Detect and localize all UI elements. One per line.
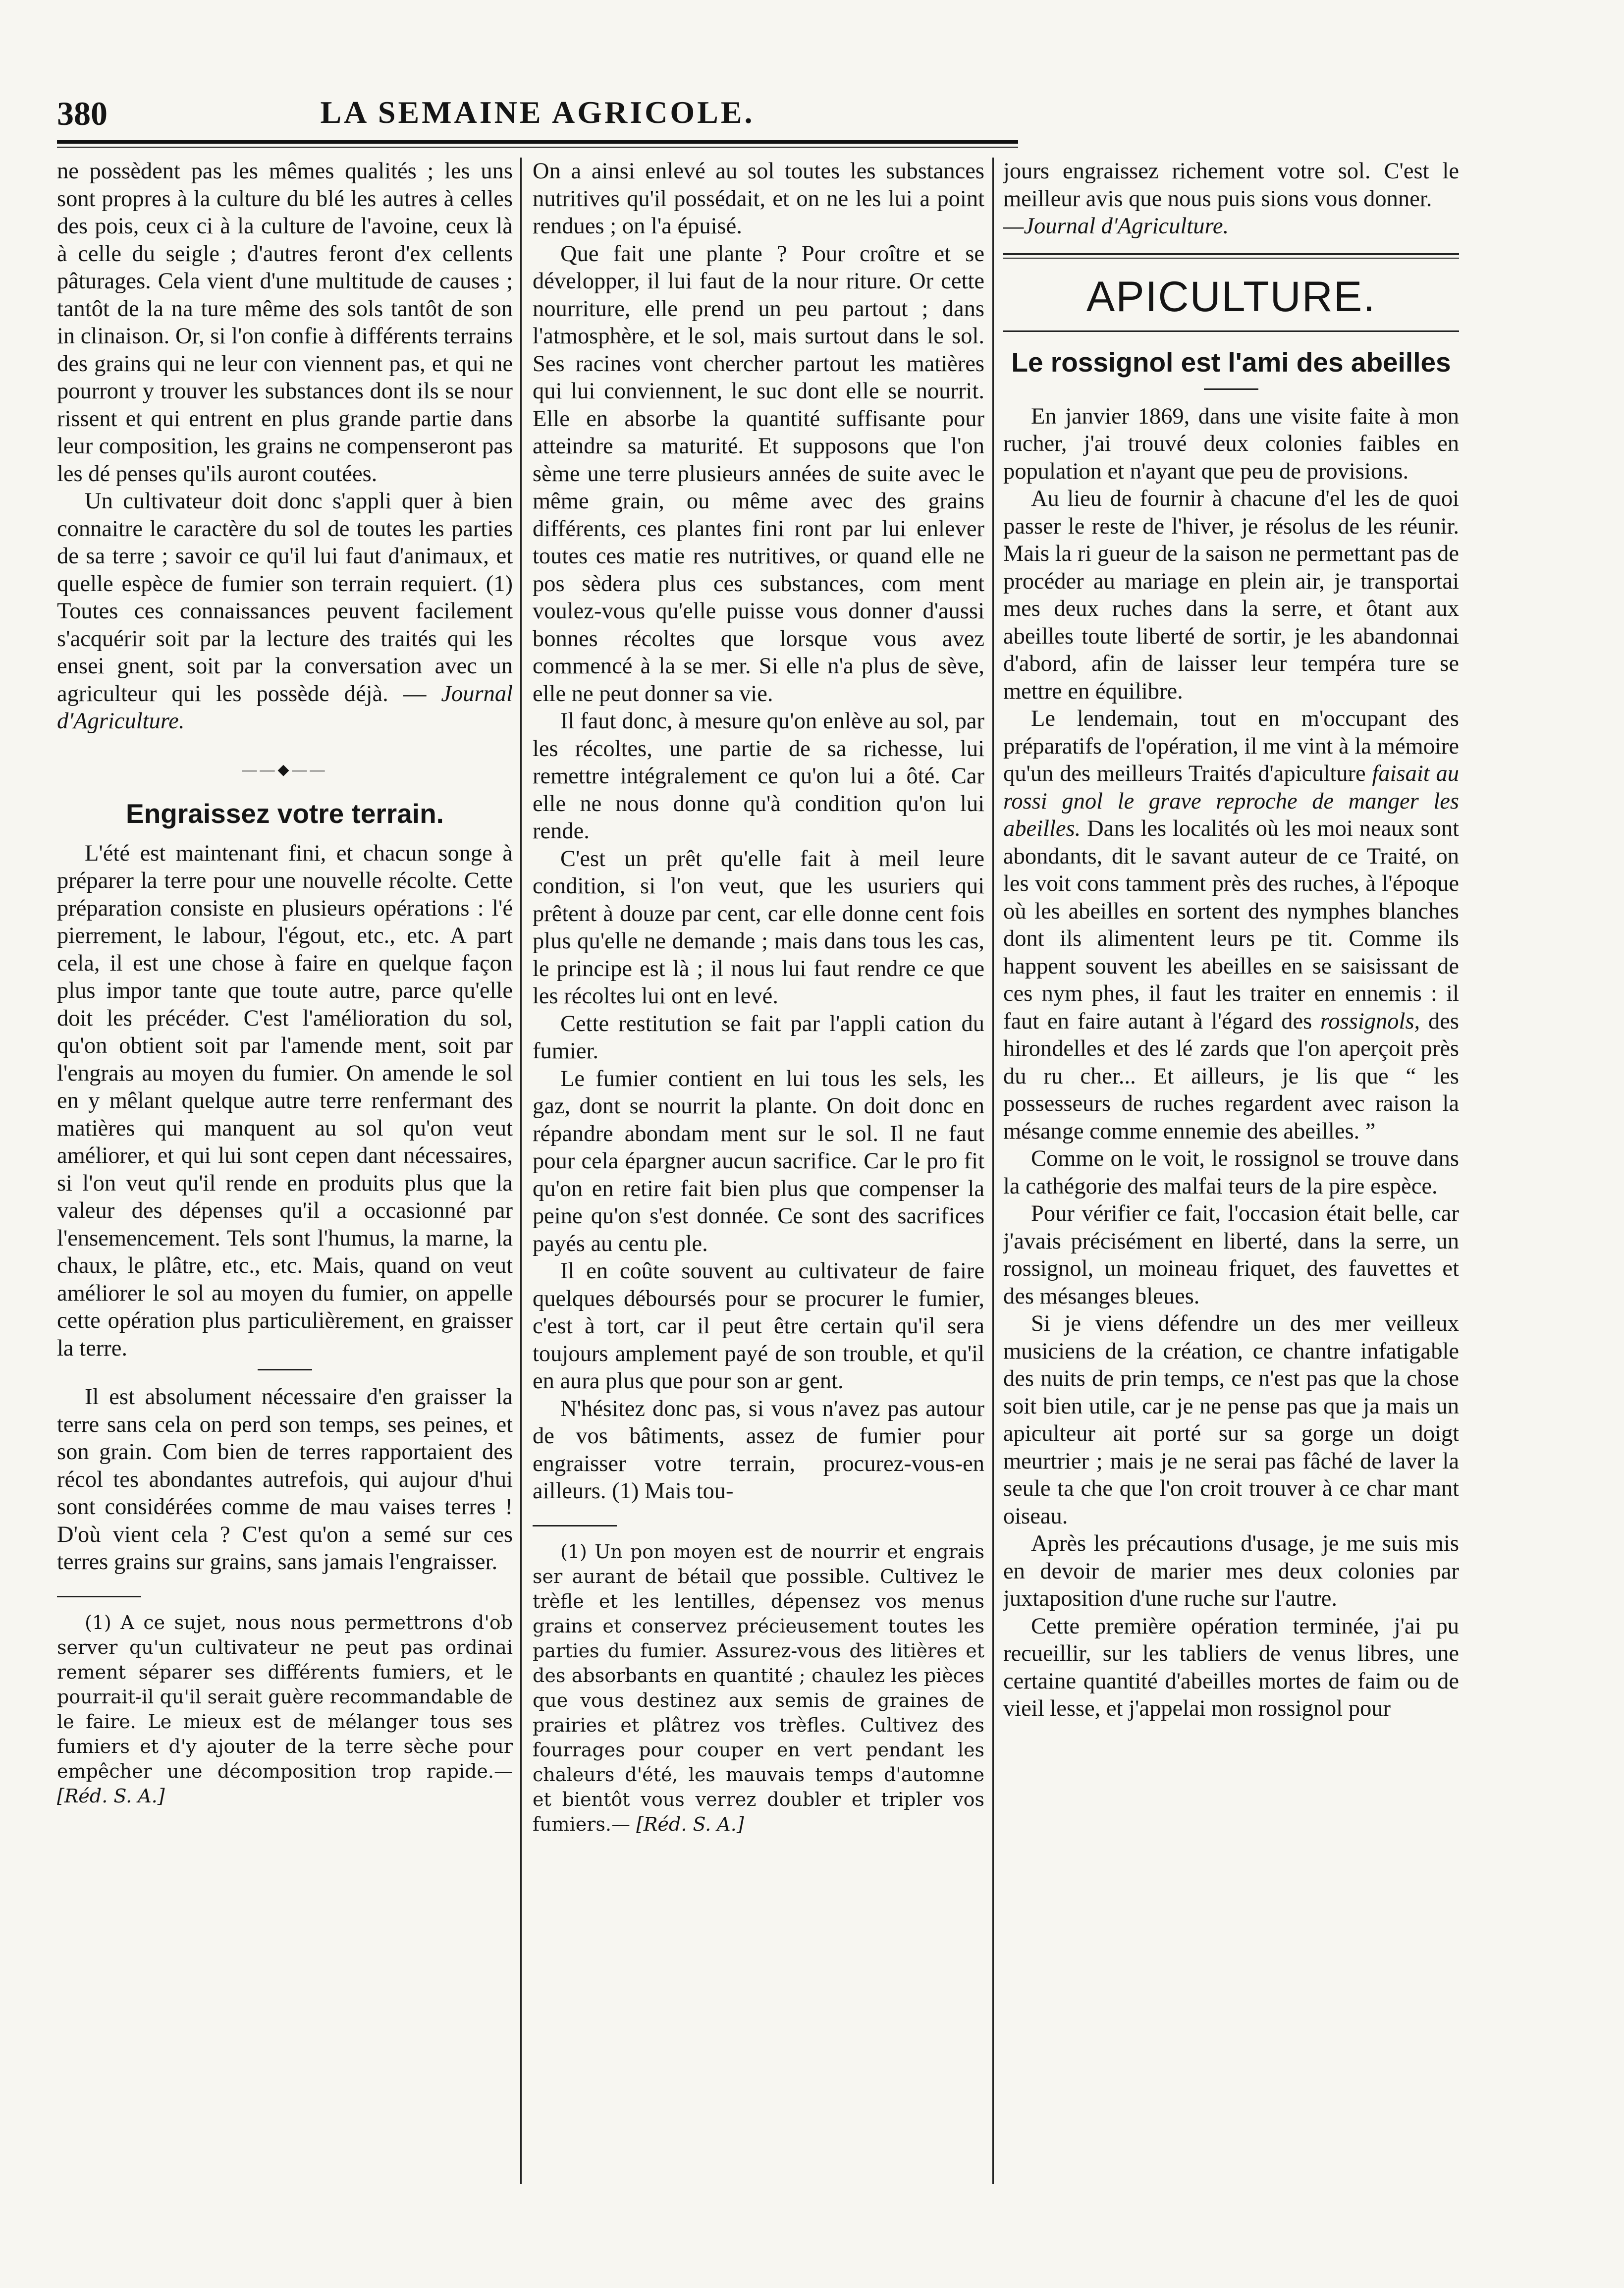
byline: Journal d'Agriculture. [57,681,513,734]
short-divider [1204,388,1258,390]
column-1 [57,158,513,2159]
quoted-text: rossignols, [1320,1008,1420,1034]
paragraph-text: Un cultivateur doit donc s'appli quer à bien connaitre le caractère du sol de toutes les parties de sa terre ; savoir ce qu'il lui faut d'animaux, et quelle espèce de fumier son terrain requiert. (1) Toutes ces connaissances peuvent facilement s'acquérir soit par la lecture des traités qui les ensei gnent, soit par la conversation avec un agriculteur qui les possède déjà. — [57,489,513,707]
paragraph: Si je viens défendre un des mer veilleux musiciens de la création, ce chantre infatigable des nuits de prin temps, ce n'est pas que la chose soit bien utile, car je ne pense pas que ja mais un apiculteur ait porté sur sa gorge un doigt meurtrier ; mais je ne serai pas fâché de laver la seule ta che que l'on croit trouver à ce char mant oiseau. [1003,1311,1459,1529]
paragraph: Pour vérifier ce fait, l'occasion était belle, car j'avais précisément en liberté, dans la serre, un rossignol, un moineau friquet, des fauvettes et des mésanges bleues. [1003,1201,1459,1309]
paragraph: En janvier 1869, dans une visite faite à mon rucher, j'ai trouvé deux colonies faibles en population et n'ayant que peu de provisions. [1003,403,1459,484]
paragraph-text: Dans les localités où les moi neaux sont abondants, dit le savant auteur de ce Traité, on les voit cons tamment près des ruches, à l'époque où les abeilles en sortent des nymphes blanches dont ils alimentent leurs pe tit. Comme ils happent souvent les abeilles en se saisissant de ces nym phes, il faut les traiter en ennemis : il faut en faire autant à l'égard des [1003,816,1459,1034]
running-head [57,94,1018,137]
paragraph: L'été est maintenant fini, et chacun songe à préparer la terre pour une nouvelle récolte. Cette préparation consiste en plusieurs opérations : l'é pierrement, le labour, l'égout, etc., etc. A part cela, il est une chose à faire en quelque façon plus impor tante que toute autre, parce qu'elle doit les précéder. C'est l'amélioration du sol, qu'on obtient soit par l'amende ment, soit par l'engrais au moyen du fumier. On amende le sol en y mêlant quelque autre terre renfermant des matières qui manquent au sol qu'on veut améliorer, et qui lui sont cepen dant nécessaires, si l'on veut qu'il rende en produits plus que la valeur des dépenses qu'il a occasionné par l'ensemencement. Tels sont l'humus, la marne, la chaux, le plâtre, etc., etc. Mais, quand on veut améliorer le sol au moyen du fumier, on appelle cette opération plus particulièrement, en graisser la terre. [57,840,513,1361]
article-heading: Engraissez votre terrain. [126,798,444,829]
footnote-signature: [Réd. S. A.] [57,1785,165,1807]
column-divider [992,158,994,2184]
paragraph: Il est absolument nécessaire d'en graisser la terre sans cela on perd son temps, ses peines, et son grain. Com bien de terres rapportaient des récol tes abondantes autrefois, qui aujour d'hui sont considérées comme de mau vaises terres ! D'où vient cela ? C'est qu'on a semé sur ces terres grains sur grains, sans jamais l'engraisser. [57,1384,513,1575]
header-rule [57,140,1018,148]
footnote-rule [57,1596,141,1597]
paragraph: Cette restitution se fait par l'appli cation du fumier. [533,1011,984,1064]
paragraph: Il en coûte souvent au cultivateur de faire quelques déboursés pour se procurer le fumier, c'est à tort, car il peut être certain qu'il sera toujours amplement payé de son trouble, et qu'il en aura plus que pour son ar gent. [533,1258,984,1394]
paragraph-text: des hirondelles et des lé zards que l'on aperçoit près du ru cher... Et ailleurs, je lis que “ les possesseurs de ruches regardent avec raison la mésange comme ennemie des abeilles. ” [1003,1008,1459,1144]
paragraph: Après les précautions d'usage, je me suis mis en devoir de marier mes deux colonies par juxtaposition d'une ruche sur l'autre. [1003,1531,1459,1611]
footnote-text: (1) Un pon moyen est de nourrir et engrais ser aurant de bétail que possible. Cultivez le trèfle et les lentilles, dépensez vos menus grains et conservez précieusement toutes les parties du fumier. Assurez-vous des litières et des absorbants en quantité ; chaulez les pièces que vous destinez aux semis de graines de prairies et plâtrez vos trèfles. Cultivez des fourrages pour couper en vert pendant les chaleurs d'été, les mauvais temps d'automne et bientôt vous verrez doubler et tripler vos fumiers.— [533,1540,984,1835]
section-title: APICULTURE. [1086,272,1376,321]
paragraph: N'hésitez donc pas, si vous n'avez pas autour de vos bâtiments, assez de fumier pour engraisser votre terrain, procurez-vous-en ailleurs. (1) Mais tou- [533,1396,984,1504]
paragraph: ne possèdent pas les mêmes qualités ; les uns sont propres à la culture du blé les autres à celles des pois, ceux ci à la culture de l'avoine, ceux là à celle du seigle ; d'autres feront d'ex cellents pâturages. Cela vient d'une multitude de causes ; tantôt de la na ture même des sols tantôt de son in clinaison. Or, si l'on confie à différents terrains des grains qui ne leur con viennent pas, et qui ne pourront y trouver les substances dont ils se nour rissent et qui entrent en plus grande partie dans leur composition, les grains ne compenseront pas les dé penses qu'ils auront coutées. [57,159,513,487]
paragraph: jours engraissez richement votre sol. C'est le meilleur avis que nous puis sions vous donner. [1003,159,1459,212]
column-divider [520,158,522,2184]
paragraph: C'est un prêt qu'elle fait à meil leure condition, si l'on veut, que les usuriers qui prêtent à douze par cent, car elle donne cent fois plus qu'elle ne demande ; mais dans tous les cas, le principe est là ; il nous lui faut rendre ce que les récoltes lui ont en levé. [533,846,984,1009]
column-3 [1003,158,1459,2159]
footnote [533,1539,984,1837]
quoted-text: faisait au rossi gnol le grave reproche de manger les abeilles. [1003,761,1459,841]
paragraph: Comme on le voit, le rossignol se trouve dans la cathégorie des malfai teurs de la pire espèce. [1003,1146,1459,1199]
paragraph-text: Le lendemain, tout en m'occupant des préparatifs de l'opération, il me vint à la mémoire qu'un des meilleurs Traités d'apiculture [1003,706,1459,786]
ornament-divider: ——◆—— [242,761,328,778]
paragraph: Au lieu de fournir à chacune d'el les de quoi passer le reste de l'hiver, je résolus de les réunir. Mais la ri gueur de la saison ne permettant pas de procéder au mariage en plein air, je transportai mes deux ruches dans la serre, et ôtant aux abeilles toute liberté de sortir, je les abandonnai d'abord, afin de laisser leur tempéra ture se mettre en équilibre. [1003,486,1459,704]
footnote-rule [533,1525,617,1526]
paragraph: On a ainsi enlevé au sol toutes les substances nutritives qu'il possédait, et on ne les lui a point rendues ; on l'a épuisé. [533,159,984,239]
paragraph [57,488,513,735]
page-number: 380 [57,95,108,132]
paragraph: Cette première opération terminée, j'ai pu recueillir, sur les tabliers de venus libres, une certaine quantité d'abeilles mortes de faim ou de vieil lesse, et j'appelai mon rossignol pour [1003,1613,1459,1721]
journal-title: LA SEMAINE AGRICOLE. [320,95,755,130]
short-divider [258,1369,312,1370]
paragraph: Le fumier contient en lui tous les sels, les gaz, dont se nourrit la plante. On doit donc en répandre abondam ment sur le sol. Il ne faut pour cela épargner aucun sacrifice. Car le pro fit qu'on en retire fait bien plus que compenser la peine qu'on s'est donnée. Ce sont des sacrifices payés au centu ple. [533,1066,984,1256]
section-rule [1003,253,1459,259]
article-heading: Le rossignol est l'ami des abeilles [1011,347,1451,378]
footnote-text: (1) A ce sujet, nous nous permettrons d'ob server qu'un cultivateur ne peut pas ordinai rement séparer ses différents fumiers, et le pourrait-il qu'il serait guère recommandable de le faire. Le mieux est de mélanger tous ses fumiers et d'y ajouter de la terre sèche pour empêcher une décomposition trop rapide.— [57,1611,513,1782]
footnote [57,1610,513,1808]
paragraph [1003,705,1459,1145]
column-2 [533,158,984,2159]
byline: —Journal d'Agriculture. [1003,214,1229,239]
footnote-signature: [Réd. S. A.] [636,1813,744,1835]
paragraph: Que fait une plante ? Pour croître et se développer, il lui faut de la nour riture. Or cette nourriture, elle prend un peu partout ; dans l'atmosphère, et le sol, mais surtout dans le sol. Ses racines vont chercher partout les matières qui lui conviennent, le suc dont elle se nourrit. Elle en absorbe la quantité suffisante pour atteindre sa maturité. Et supposons que l'on sème une terre plusieurs années de suite avec le même grain, ou même avec des grains différents, ces plantes fini ront par lui enlever toutes ces matie res nutritives, or quand elle ne pos sèdera plus ces substances, com ment voulez-vous qu'elle puisse vous donner d'aussi bonnes récoltes que lorsque vous avez commencé à la se mer. Si elle n'a plus de sève, elle ne peut donner sa vie. [533,241,984,707]
section-rule [1003,330,1459,332]
paragraph: Il faut donc, à mesure qu'on enlève au sol, par les récoltes, une partie de sa richesse, lui remettre intégralement ce qu'on lui a ôté. Car elle ne nous donne qu'à condition qu'on lui rende. [533,708,984,844]
